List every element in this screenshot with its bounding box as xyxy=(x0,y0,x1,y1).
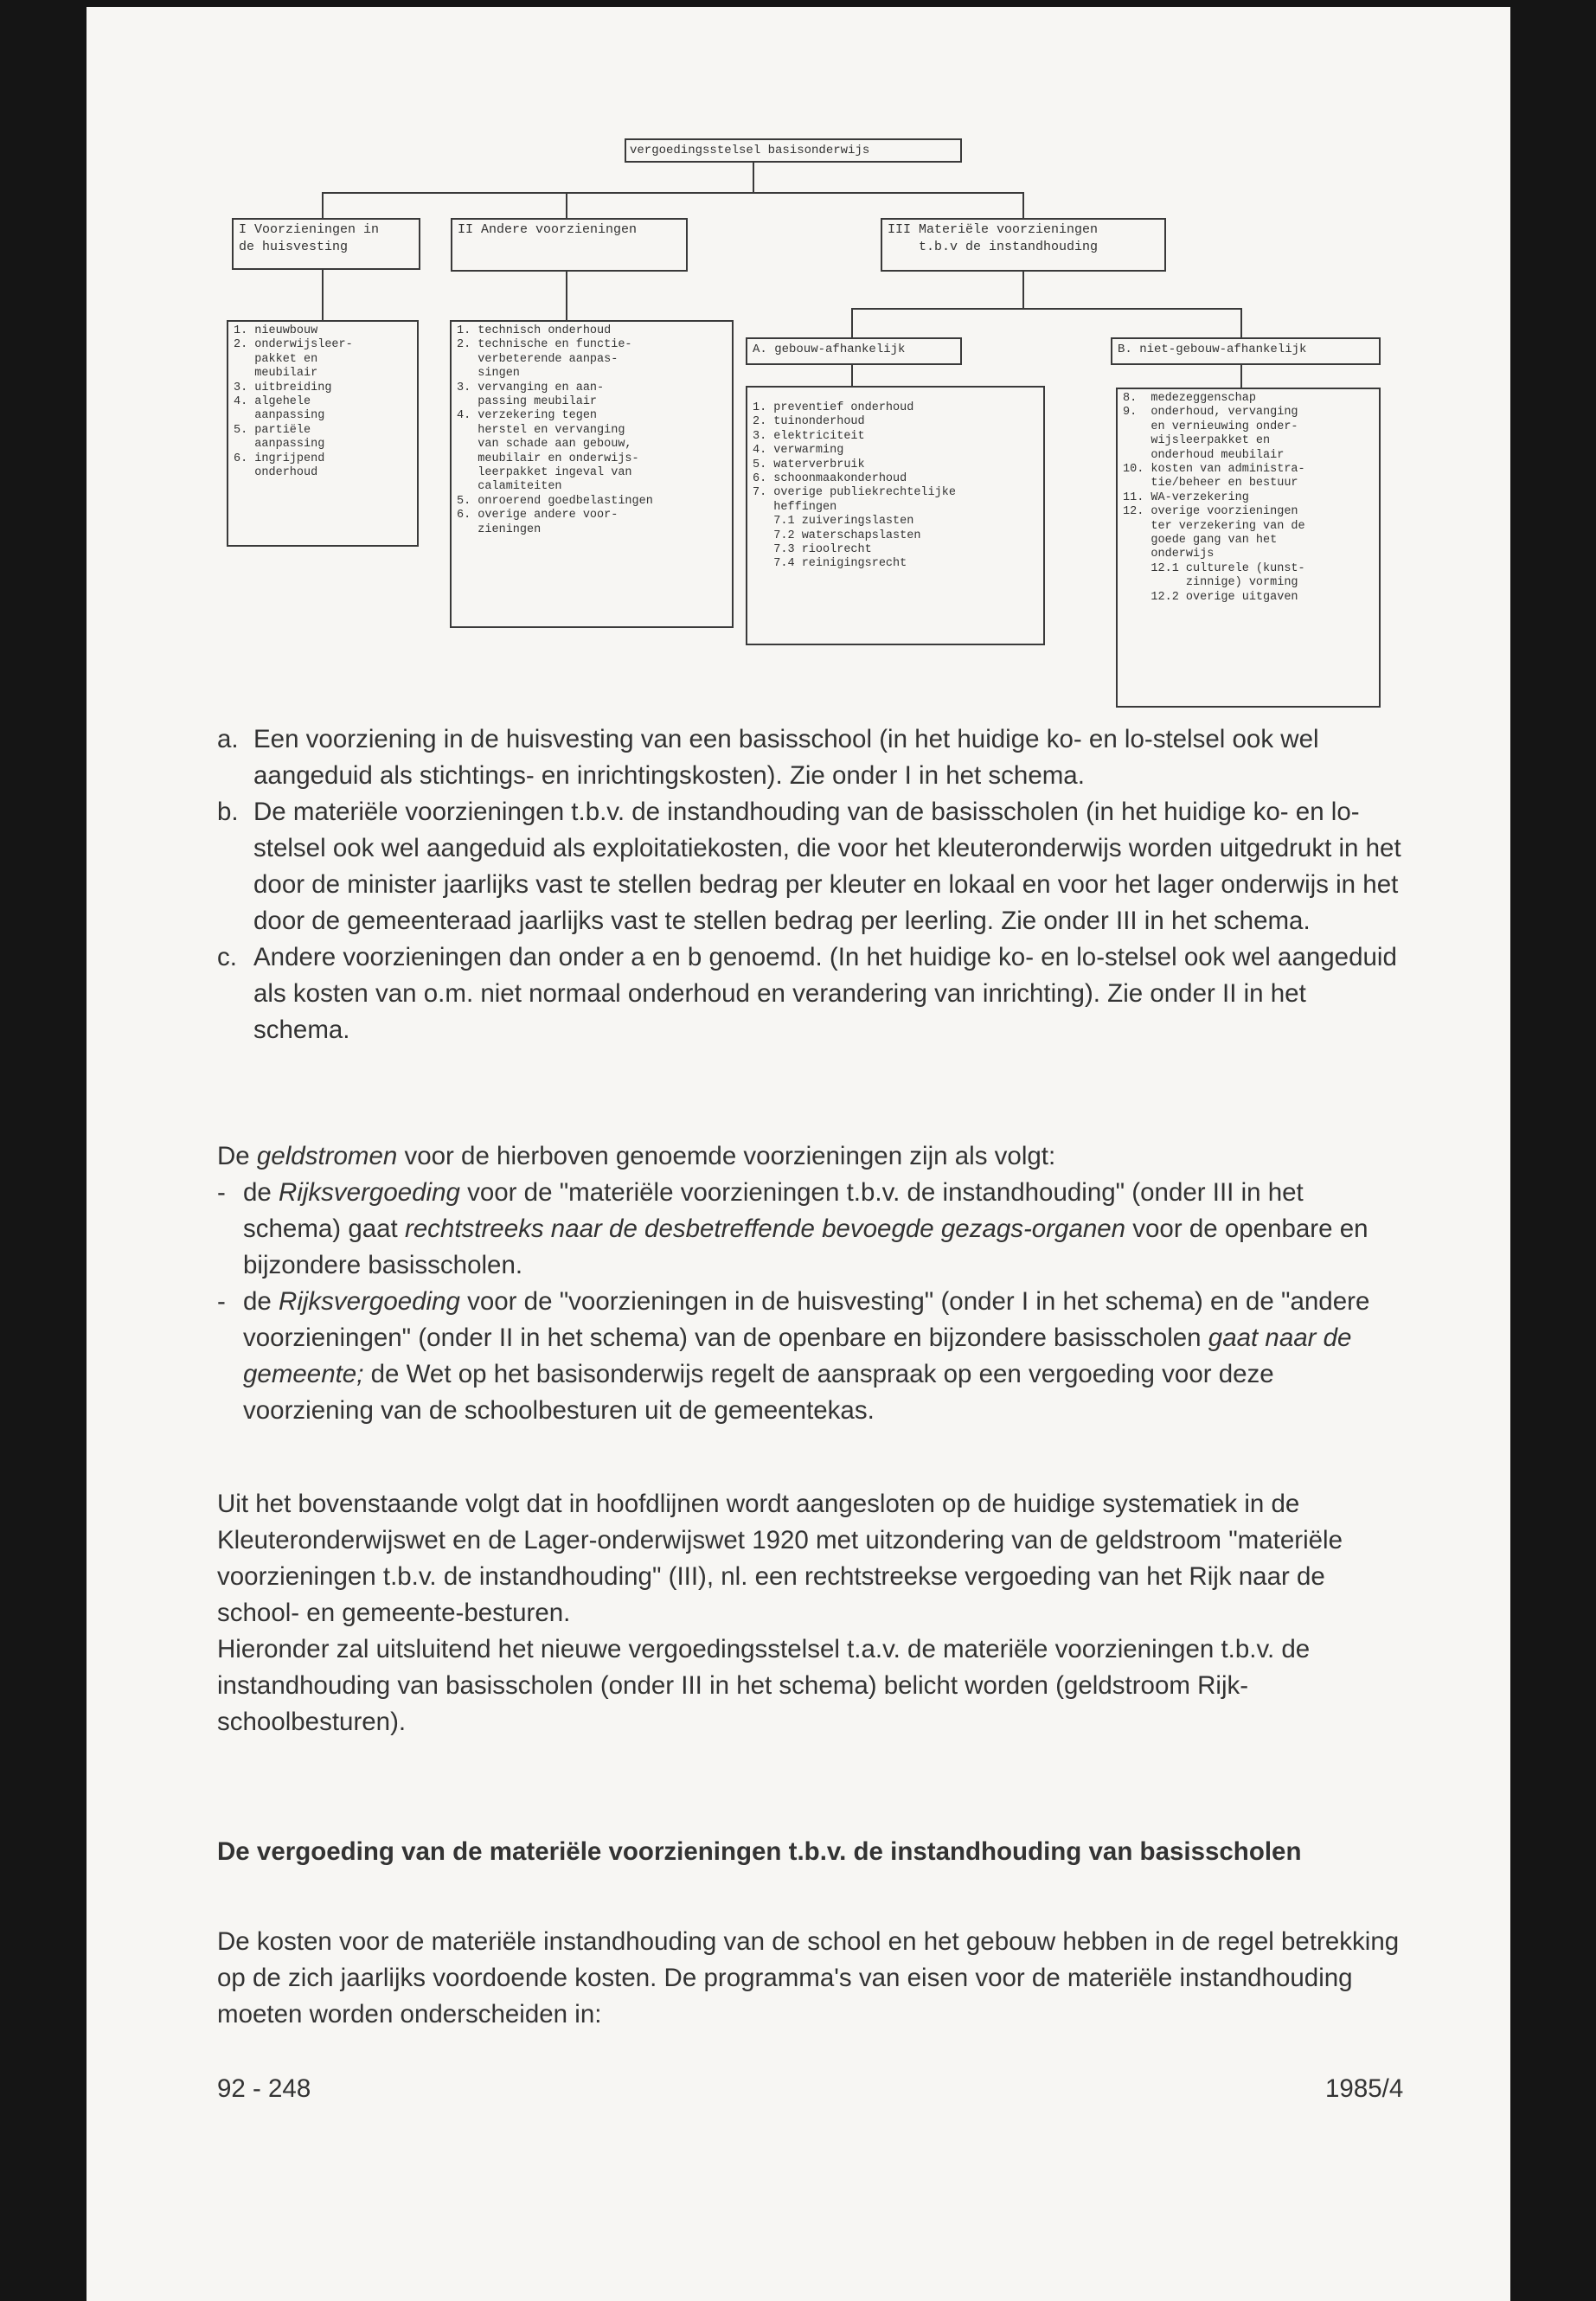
schema-category-1 xyxy=(232,218,420,270)
schema-sub-a-list: 1. preventief onderhoud 2. tuinonderhoud 3. elektriciteit 4. verwarming 5. waterverbruik 6. schoonmaakonderhoud 7. overige publiekrechtelijke heffingen 7.1 zuiveringslasten 7.2 waterschapslasten 7.3 rioolrecht 7.4 reinigingsrecht xyxy=(753,401,956,571)
item2-text-3: de Wet op het basisonderwijs regelt de aanspraak op een vergoeding voor deze voorziening van de schoolbesturen uit de gemeentekas. xyxy=(243,1360,1274,1425)
schema-category-3 xyxy=(881,218,1166,272)
schema-category-3-title: III Materiële voorzieningen t.b.v de instandhouding xyxy=(888,222,1099,254)
item1-text-3: voor de openbare en bijzondere basisscholen. xyxy=(243,1215,1368,1279)
schema-category-1-list: 1. nieuwbouw 2. onderwijsleer- pakket en meubilair 3. uitbreiding 4. algehele aanpassing 5. partiële aanpassing 6. ingrijpend onderhoud xyxy=(234,324,353,480)
intro-text-2: voor de hierboven genoemde voorzieningen zijn als volgt: xyxy=(397,1142,1056,1170)
paragraph-hier-text: Hieronder zal uitsluitend het nieuwe vergoedingsstelsel t.a.v. de materiële voorzieningen t.b.v. de instandhouding van basisscholen (onder III in het schema) belicht worden (geldstroom Rijk-schoolbesturen). xyxy=(217,1635,1311,1736)
scan-border-left xyxy=(0,0,87,2301)
schema-category-2-list: 1. technisch onderhoud 2. technische en functie- verbeterende aanpas- singen 3. vervanging en aan- passing meubilair 4. verzekering tegen herstel en vervanging van schade aan gebouw, meubilair en onderwijs- leerpakket ingeval van calamiteiten 5. onroerend goedbelastingen 6. overige andere voor- zieningen xyxy=(457,324,653,536)
geldstroom-item-1 xyxy=(217,1175,1407,1284)
paragraph-uit-text: Uit het bovenstaande volgt dat in hoofdlijnen wordt aangesloten op de huidige systematiek in de Kleuteronderwijswet en de Lager-onderwijswet 1920 met uitzondering van de geldstroom "materiële voorzieningen t.b.v. de instandhouding" (III), nl. een rechtstreekse vergoeding van het Rijk naar de school- en gemeente-besturen. xyxy=(217,1490,1343,1627)
list-label-a: a. xyxy=(217,725,239,753)
item1-em-1: Rijksvergoeding xyxy=(279,1178,460,1207)
list-text-a: Een voorziening in de huisvesting van een basisschool (in het huidige ko- en lo-stelsel ook wel aangeduid als stichtings- en inrichtingskosten). Zie onder I in het schema. xyxy=(253,725,1319,790)
schema-sub-a-items xyxy=(746,386,1045,645)
scan-border-right xyxy=(1510,0,1596,2301)
schema-sub-b-items xyxy=(1116,388,1381,708)
schema-category-1-title: I Voorzieningen in de huisvesting xyxy=(239,222,380,254)
section-heading: De vergoeding van de materiële voorzieningen t.b.v. de instandhouding van basisscholen xyxy=(217,1837,1302,1866)
schema-root-label: vergoedingsstelsel basisonderwijs xyxy=(630,144,870,157)
geldstroom-item-2 xyxy=(217,1284,1407,1429)
schema-category-2-title: II Andere voorzieningen xyxy=(458,222,638,237)
intro-text-em: geldstromen xyxy=(256,1142,398,1170)
dash-2: - xyxy=(217,1287,226,1316)
schema-sub-b xyxy=(1111,337,1381,365)
item1-em-2: rechtstreeks naar de desbetreffende bevoegde gezags-organen xyxy=(404,1215,1126,1243)
dash-1: - xyxy=(217,1178,226,1207)
item2-text-2: voor de "voorzieningen in de huisvesting" (onder I in het schema) en de "andere voorzieningen" (onder II in het schema) van de openbare en bijzondere basisscholen xyxy=(243,1287,1370,1352)
schema-sub-a xyxy=(746,337,962,365)
schema-sub-b-title: B. niet-gebouw-afhankelijk xyxy=(1118,343,1307,356)
paragraph-kosten xyxy=(217,1924,1407,2033)
paragraph-kosten-text: De kosten voor de materiële instandhouding van de school en het gebouw hebben in de regel betrekking op de zich jaarlijks voordoende kosten. De programma's van eisen voor de materiële instandhouding moeten worden onderscheiden in: xyxy=(217,1927,1400,2029)
geldstromen-section xyxy=(217,1138,1407,1429)
list-label-b: b. xyxy=(217,798,239,826)
list-text-c: Andere voorzieningen dan onder a en b genoemd. (In het huidige ko- en lo-stelsel ook wel aangeduid als kosten van o.m. niet normaal onderhoud en verandering van inrichting). Zie onder II in het schema. xyxy=(253,943,1397,1044)
list-item-c xyxy=(217,939,1407,1048)
schema-sub-b-list: 8. medezeggenschap 9. onderhoud, vervanging en vernieuwing onder- wijsleerpakket en onderhoud meubilair 10. kosten van administra- tie/beheer en bestuur 11. WA-verzekering 12. overige voorzieningen ter verzekering van de goede gang van het onderwijs 12.1 culturele (kunst- zinnige) vorming 12.2 overige uitgaven xyxy=(1123,392,1305,604)
list-label-c: c. xyxy=(217,943,237,971)
schema-category-2 xyxy=(451,218,688,272)
item2-em-2: gaat naar de gemeente; xyxy=(243,1324,1352,1388)
schema-category-1-items xyxy=(227,320,419,547)
edition-number: 1985/4 xyxy=(1325,2074,1404,2103)
item2-text-1: de xyxy=(243,1287,279,1316)
schema-root-box xyxy=(625,138,962,163)
item2-em-1: Rijksvergoeding xyxy=(279,1287,460,1316)
list-item-a xyxy=(217,721,1407,794)
list-item-b xyxy=(217,794,1407,939)
scan-border-top xyxy=(0,0,1596,7)
schema-category-2-items xyxy=(450,320,734,628)
item1-text-1: de xyxy=(243,1178,279,1207)
geldstromen-intro xyxy=(217,1138,1407,1175)
list-text-b: De materiële voorzieningen t.b.v. de instandhouding van de basisscholen (in het huidige ko- en lo-stelsel ook wel aangeduid als exploitatiekosten, die voor het kleuteronderwijs worden uitgedrukt in het door de minister jaarlijks vast te stellen bedrag per kleuter en lokaal en voor het lager onderwijs in het door de gemeenteraad jaarlijks vast te stellen bedrag per leerling. Zie onder III in het schema. xyxy=(253,798,1401,935)
intro-text-1: De xyxy=(217,1142,257,1170)
item1-text-2: voor de "materiële voorzieningen t.b.v. de instandhouding" (onder III in het schema) gaat xyxy=(243,1178,1304,1243)
schema-sub-a-title: A. gebouw-afhankelijk xyxy=(753,343,906,356)
paragraph-uit xyxy=(217,1486,1407,1740)
page-number: 92 - 248 xyxy=(217,2074,311,2103)
definition-list xyxy=(217,721,1407,1048)
